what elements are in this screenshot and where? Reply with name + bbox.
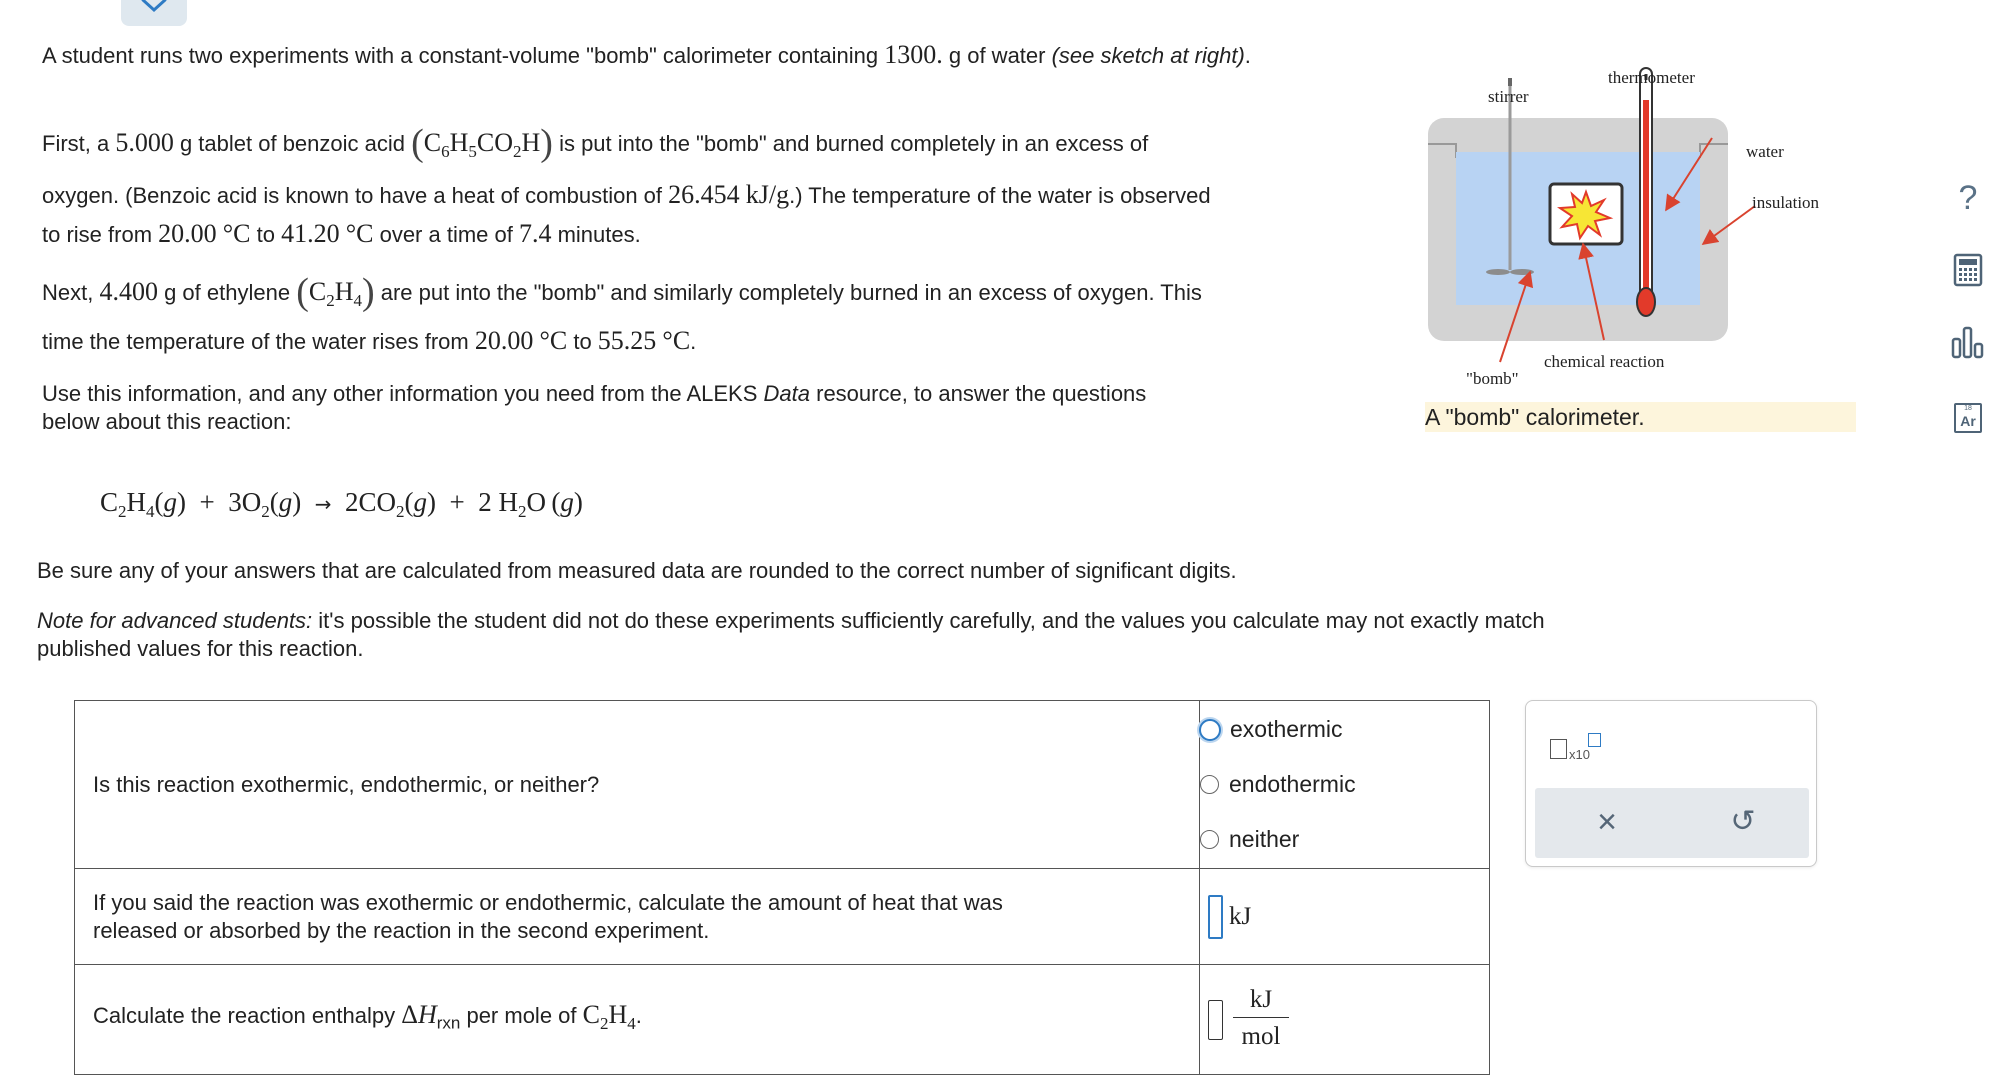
question-3-text: Calculate the reaction enthalpy $\Delta H_{rxn}$ per mole of $C_2H_4$.: [93, 1000, 642, 1034]
periodic-table-icon[interactable]: 18 Ar: [1948, 398, 1988, 438]
answer-toolbox: [1525, 700, 1817, 867]
problem-paragraph-1: A student runs two experiments with a constant-volume "bomb" calorimeter containing 1300. g of water (see sketch at right).: [42, 40, 1251, 69]
bar-chart-icon[interactable]: [1948, 322, 1988, 362]
toolbox-action-bar: [1535, 788, 1809, 858]
label-stirrer: stirrer: [1488, 87, 1529, 106]
option-endothermic[interactable]: endothermic: [1200, 757, 1489, 812]
label-insulation: insulation: [1752, 193, 1820, 212]
label-bomb: "bomb": [1466, 369, 1519, 388]
problem-paragraph-2-line-3: to rise from 20.00 °C to 41.20 °C over a time of 7.4 minutes.: [42, 219, 641, 248]
radio-neither[interactable]: [1200, 830, 1219, 849]
calorimeter-diagram: [1420, 40, 1860, 400]
radio-endothermic[interactable]: [1200, 775, 1219, 794]
clear-icon[interactable]: ×: [1597, 803, 1617, 841]
question-table: [74, 700, 1490, 1075]
undo-icon[interactable]: ↺: [1730, 805, 1756, 838]
chemical-equation: $C_2H_4(g) + 3O_2(g) \to 2CO_2(g) + 2$ $H_2O$ (g): [100, 487, 583, 521]
unit-kj-per-mol: kJ mol: [1233, 983, 1289, 1056]
unit-kj: kJ: [1229, 902, 1252, 930]
label-water: water: [1746, 142, 1784, 161]
problem-paragraph-4: Use this information, and any other information you need from the ALEKS Data resource, to answer the questions below about this reaction:: [42, 381, 1147, 434]
question-row-2: [75, 869, 1490, 965]
chevron-down-icon: [121, 0, 187, 26]
label-chemical-reaction: chemical reaction: [1544, 352, 1665, 371]
sig-figs-instruction: Be sure any of your answers that are calculated from measured data are rounded to the correct number of significant digits.: [37, 558, 1237, 583]
question-row-3: [75, 965, 1490, 1075]
collapse-toggle[interactable]: [121, 0, 187, 26]
calorimeter-sketch: [1420, 40, 1860, 400]
question-2-text: If you said the reaction was exothermic or endothermic, calculate the amount of heat that was released or absorbed by the reaction in the second experiment.: [93, 889, 1003, 943]
enthalpy-answer-input[interactable]: [1208, 1000, 1223, 1040]
scientific-notation-button[interactable]: x10: [1550, 733, 1610, 763]
option-neither[interactable]: neither: [1200, 812, 1489, 867]
calculator-icon[interactable]: [1948, 250, 1988, 290]
label-thermometer: thermometer: [1608, 68, 1695, 87]
radio-exothermic[interactable]: [1199, 719, 1221, 741]
problem-paragraph-3-line-2: time the temperature of the water rises from 20.00 °C to 55.25 °C.: [42, 326, 697, 355]
problem-paragraph-2-line-2: oxygen. (Benzoic acid is known to have a heat of combustion of 26.454 kJ/g.) The temperature of the water is observed: [42, 180, 1211, 209]
problem-paragraph-2: First, a 5.000 g tablet of benzoic acid $(C_6H_5CO_2H)$ is put into the "bomb" and burned completely in an excess of: [42, 122, 1149, 164]
option-exothermic[interactable]: exothermic: [1200, 702, 1489, 757]
help-icon[interactable]: ?: [1958, 178, 1978, 217]
question-1-text: Is this reaction exothermic, endothermic, or neither?: [93, 771, 600, 797]
problem-paragraph-3: Next, 4.400 g of ethylene $(C_2H_4)$ are put into the "bomb" and similarly completely burned in an excess of oxygen. This: [42, 271, 1202, 313]
question-row-1: [75, 701, 1490, 869]
advanced-note: Note for advanced students: it's possible the student did not do these experiments sufficiently carefully, and the values you calculate may not exactly match published values for this reaction.: [37, 608, 1545, 661]
heat-answer-input[interactable]: [1208, 895, 1223, 939]
diagram-caption: A "bomb" calorimeter.: [1425, 402, 1856, 432]
